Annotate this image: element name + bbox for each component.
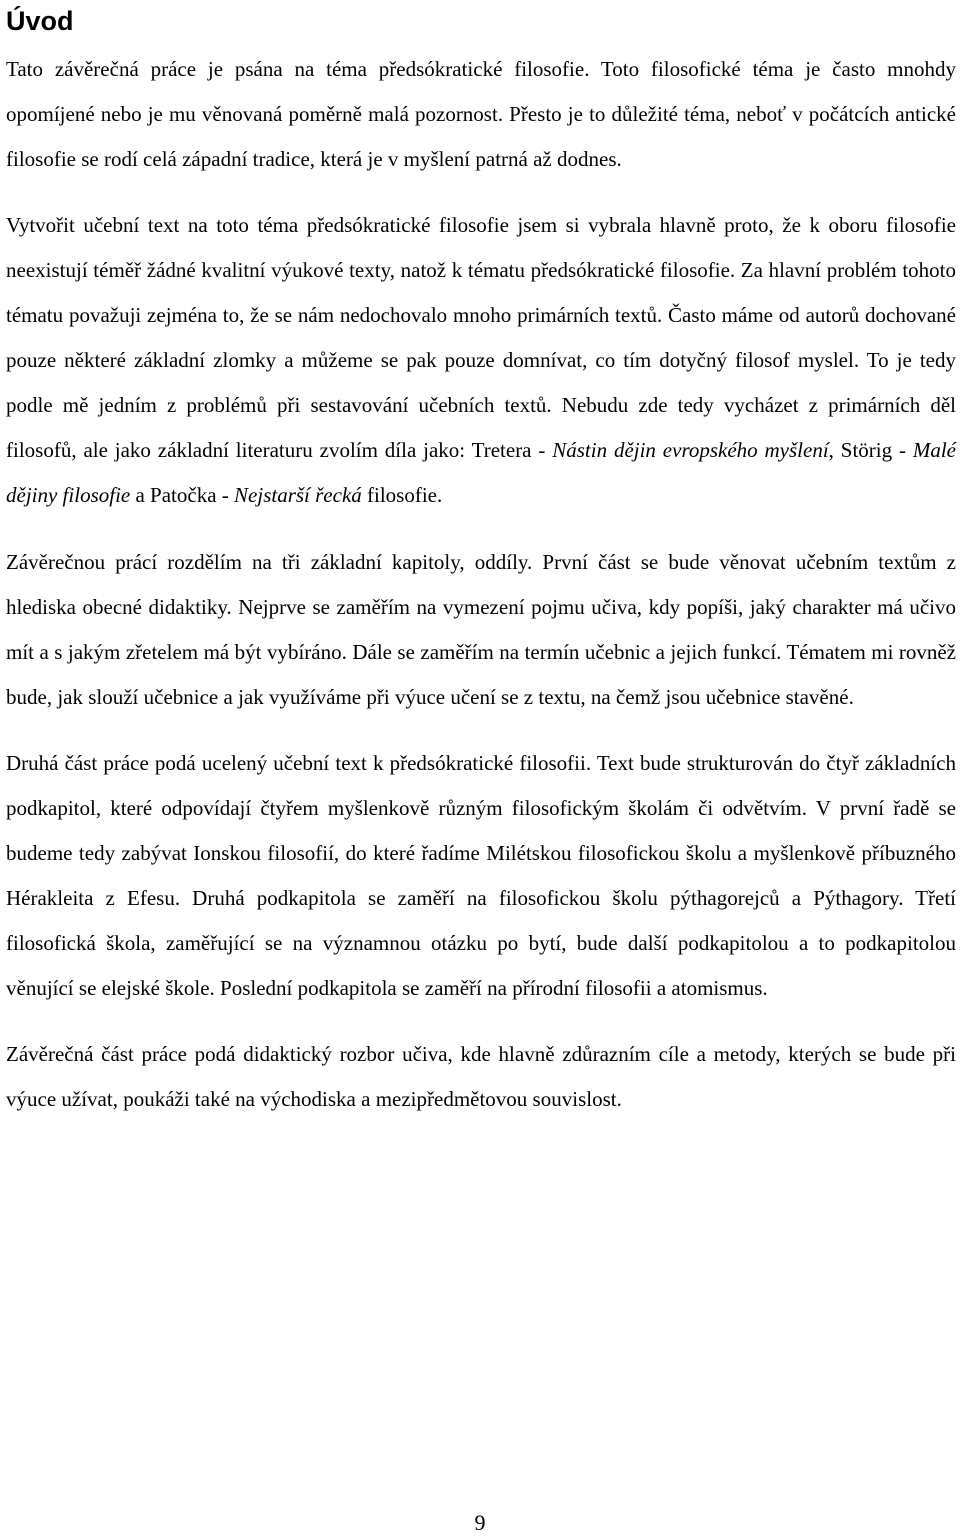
paragraph-text: a Patočka - xyxy=(130,483,235,507)
paragraph-structure: Závěrečnou prácí rozdělím na tři základní kapitoly, oddíly. První část se bude věnovat učebním textům z hlediska obecné didaktiky. Nejprve se zaměřím na vymezení pojmu učiva, kdy popíši, jaký charakter má učivo mít a s jakým zřetelem má být vybíráno. Dále se zaměřím na termín učebnic a jejich funkcí. Tématem mi rovněž bude, jak slouží učebnice a jak využíváme při výuce učení se z textu, na čemž jsou učebnice stavěné. xyxy=(6,550,956,709)
book-title: Nejstarší řecká xyxy=(234,483,362,507)
paragraph-text: filosofie. xyxy=(361,483,443,507)
paragraph-text: , Störig - xyxy=(828,438,913,462)
paragraph-text: Vytvořit učební text na toto téma předsókratické filosofie jsem si vybrala hlavně proto, že k oboru filosofie neexistují téměř žádné kvalitní výukové texty, natož k tématu předsókratické filosofie. Za hlavní problém tohoto tématu považuji zejména to, že se nám nedochovalo mnoho primárních textů. Často máme od autorů dochované pouze některé základní zlomky a můžeme se pak pouze domnívat, co tím dotyčný filosof myslel. To je tedy podle mě jedním z problémů při sestavování učebních textů. Nebudu zde tedy vycházet z primárních děl filosofů, ale jako základní literaturu zvolím díla jako: Tretera - xyxy=(6,213,956,462)
section-heading: Úvod xyxy=(6,6,74,36)
book-title: Malé dějiny filosofie xyxy=(6,438,956,507)
paragraph-second-part: Druhá část práce podá ucelený učební text k předsókratické filosofii. Text bude strukturován do čtyř základních podkapitol, které odpovídají čtyřem myšlenkově různým filosofickým školám či odvětvím. V první řadě se budeme tedy zabývat Ionskou filosofií, do které řadíme Milétskou filosofickou školu a myšlenkově příbuzného Hérakleita z Efesu. Druhá podkapitola se zaměří na filosofickou školu pýthagorejců a Pýthagory. Třetí filosofická škola, zaměřující se na významnou otázku po bytí, bude další podkapitolou a to podkapitolou věnující se elejské škole. Poslední podkapitola se zaměří na přírodní filosofii a atomismus. xyxy=(6,751,956,1000)
paragraph-intro: Tato závěrečná práce je psána na téma předsókratické filosofie. Toto filosofické téma je často mnohdy opomíjené nebo je mu věnovaná poměrně malá pozornost. Přesto je to důležité téma, neboť v počátcích antické filosofie se rodí celá západní tradice, která je v myšlení patrná až dodnes. xyxy=(6,57,956,171)
page-number: 9 xyxy=(474,1510,486,1535)
document-page xyxy=(6,0,956,1122)
paragraph-final-part: Závěrečná část práce podá didaktický rozbor učiva, kde hlavně zdůrazním cíle a metody, kterých se bude při výuce užívat, poukáži také na východiska a mezipředmětovou souvislost. xyxy=(6,1042,956,1111)
paragraph-motivation xyxy=(6,203,956,518)
book-title: Nástin dějin evropského myšlení xyxy=(552,438,829,462)
